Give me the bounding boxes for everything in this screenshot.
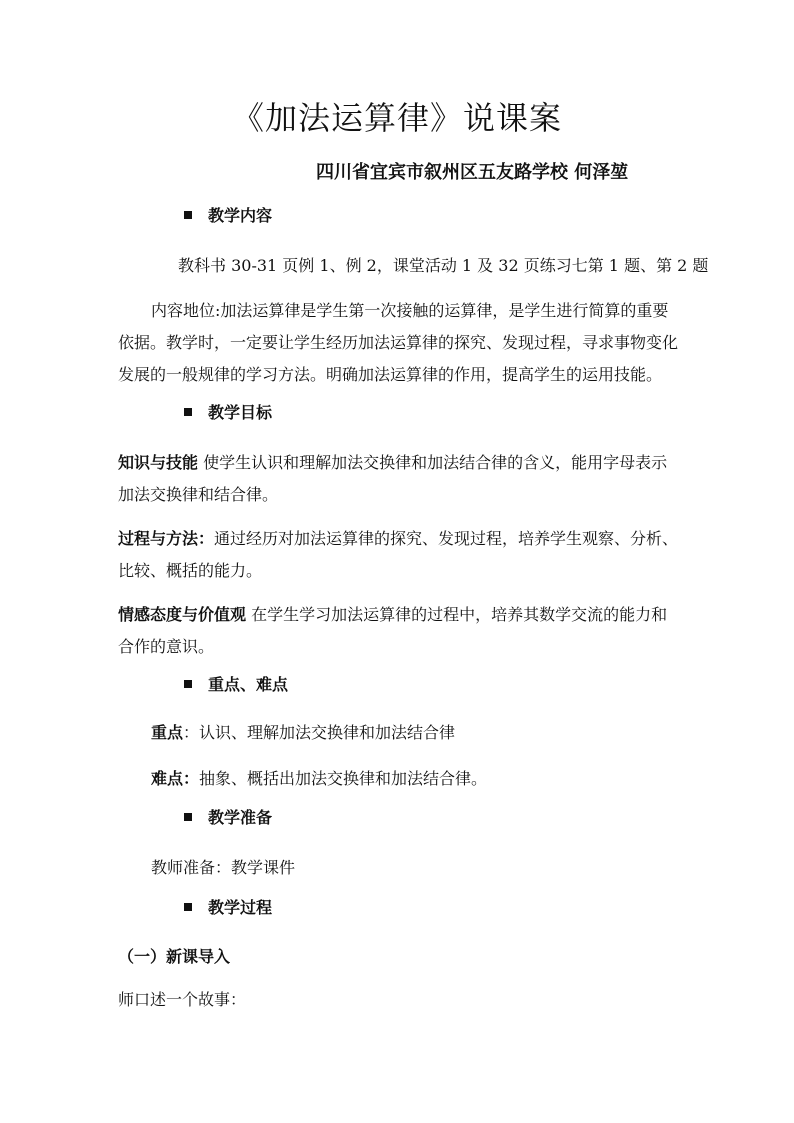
textbook-line: 教科书 30-31 页例 1、例 2，课堂活动 1 及 32 页练习七第 1 题、第 2 题 — [178, 256, 709, 275]
position-line-2: 依据。教学时，一定要让学生经历加法运算律的探究、发现过程，寻求事物变化 — [118, 333, 679, 352]
process-goal-line-1: 过程与方法：通过经历对加法运算律的探究、发现过程，培养学生观察、分析、 — [118, 529, 679, 548]
key-point-label: 重点 — [151, 723, 184, 742]
process-line-1: 师口述一个故事： — [118, 990, 247, 1009]
section-heading-goals: 教学目标 — [184, 401, 272, 425]
square-bullet-icon — [184, 408, 192, 416]
emotion-goal-line-1: 情感态度与价值观 在学生学习加法运算律的过程中，培养其数学交流的能力和 — [118, 605, 668, 624]
square-bullet-icon — [184, 211, 192, 219]
position-line-1: 内容地位:加法运算律是学生第一次接触的运算律，是学生进行简算的重要 — [151, 301, 669, 320]
author-line: 四川省宜宾市叙州区五友路学校 何泽堃 — [316, 162, 629, 183]
emotion-goal-label: 情感态度与价值观 — [118, 605, 247, 624]
section-heading-content: 教学内容 — [184, 204, 272, 228]
process-goal-label: 过程与方法： — [118, 529, 215, 548]
position-line-3: 发展的一般规律的学习方法。明确加法运算律的作用，提高学生的运用技能。 — [118, 365, 663, 384]
square-bullet-icon — [184, 903, 192, 911]
difficulty-label: 难点： — [151, 769, 200, 788]
knowledge-goal-line-2: 加法交换律和结合律。 — [118, 485, 279, 504]
difficulty-line: 难点：抽象、概括出加法交换律和加法结合律。 — [151, 769, 488, 788]
process-subheading: （一）新课导入 — [118, 947, 231, 966]
emotion-goal-line-2: 合作的意识。 — [118, 637, 215, 656]
knowledge-goal-label: 知识与技能 — [118, 453, 199, 472]
section-heading-keypoints: 重点、难点 — [184, 673, 288, 697]
square-bullet-icon — [184, 680, 192, 688]
process-goal-line-2: 比较、概括的能力。 — [118, 561, 263, 580]
section-heading-prep: 教学准备 — [184, 806, 272, 830]
square-bullet-icon — [184, 813, 192, 821]
key-point-line: 重点：认识、理解加法交换律和加法结合律 — [151, 723, 456, 742]
document-title: 《加法运算律》说课案 — [231, 99, 562, 137]
knowledge-goal-line-1: 知识与技能 使学生认识和理解加法交换律和加法结合律的含义，能用字母表示 — [118, 453, 668, 472]
prep-line: 教师准备：教学课件 — [151, 858, 296, 877]
section-heading-process: 教学过程 — [184, 896, 272, 920]
